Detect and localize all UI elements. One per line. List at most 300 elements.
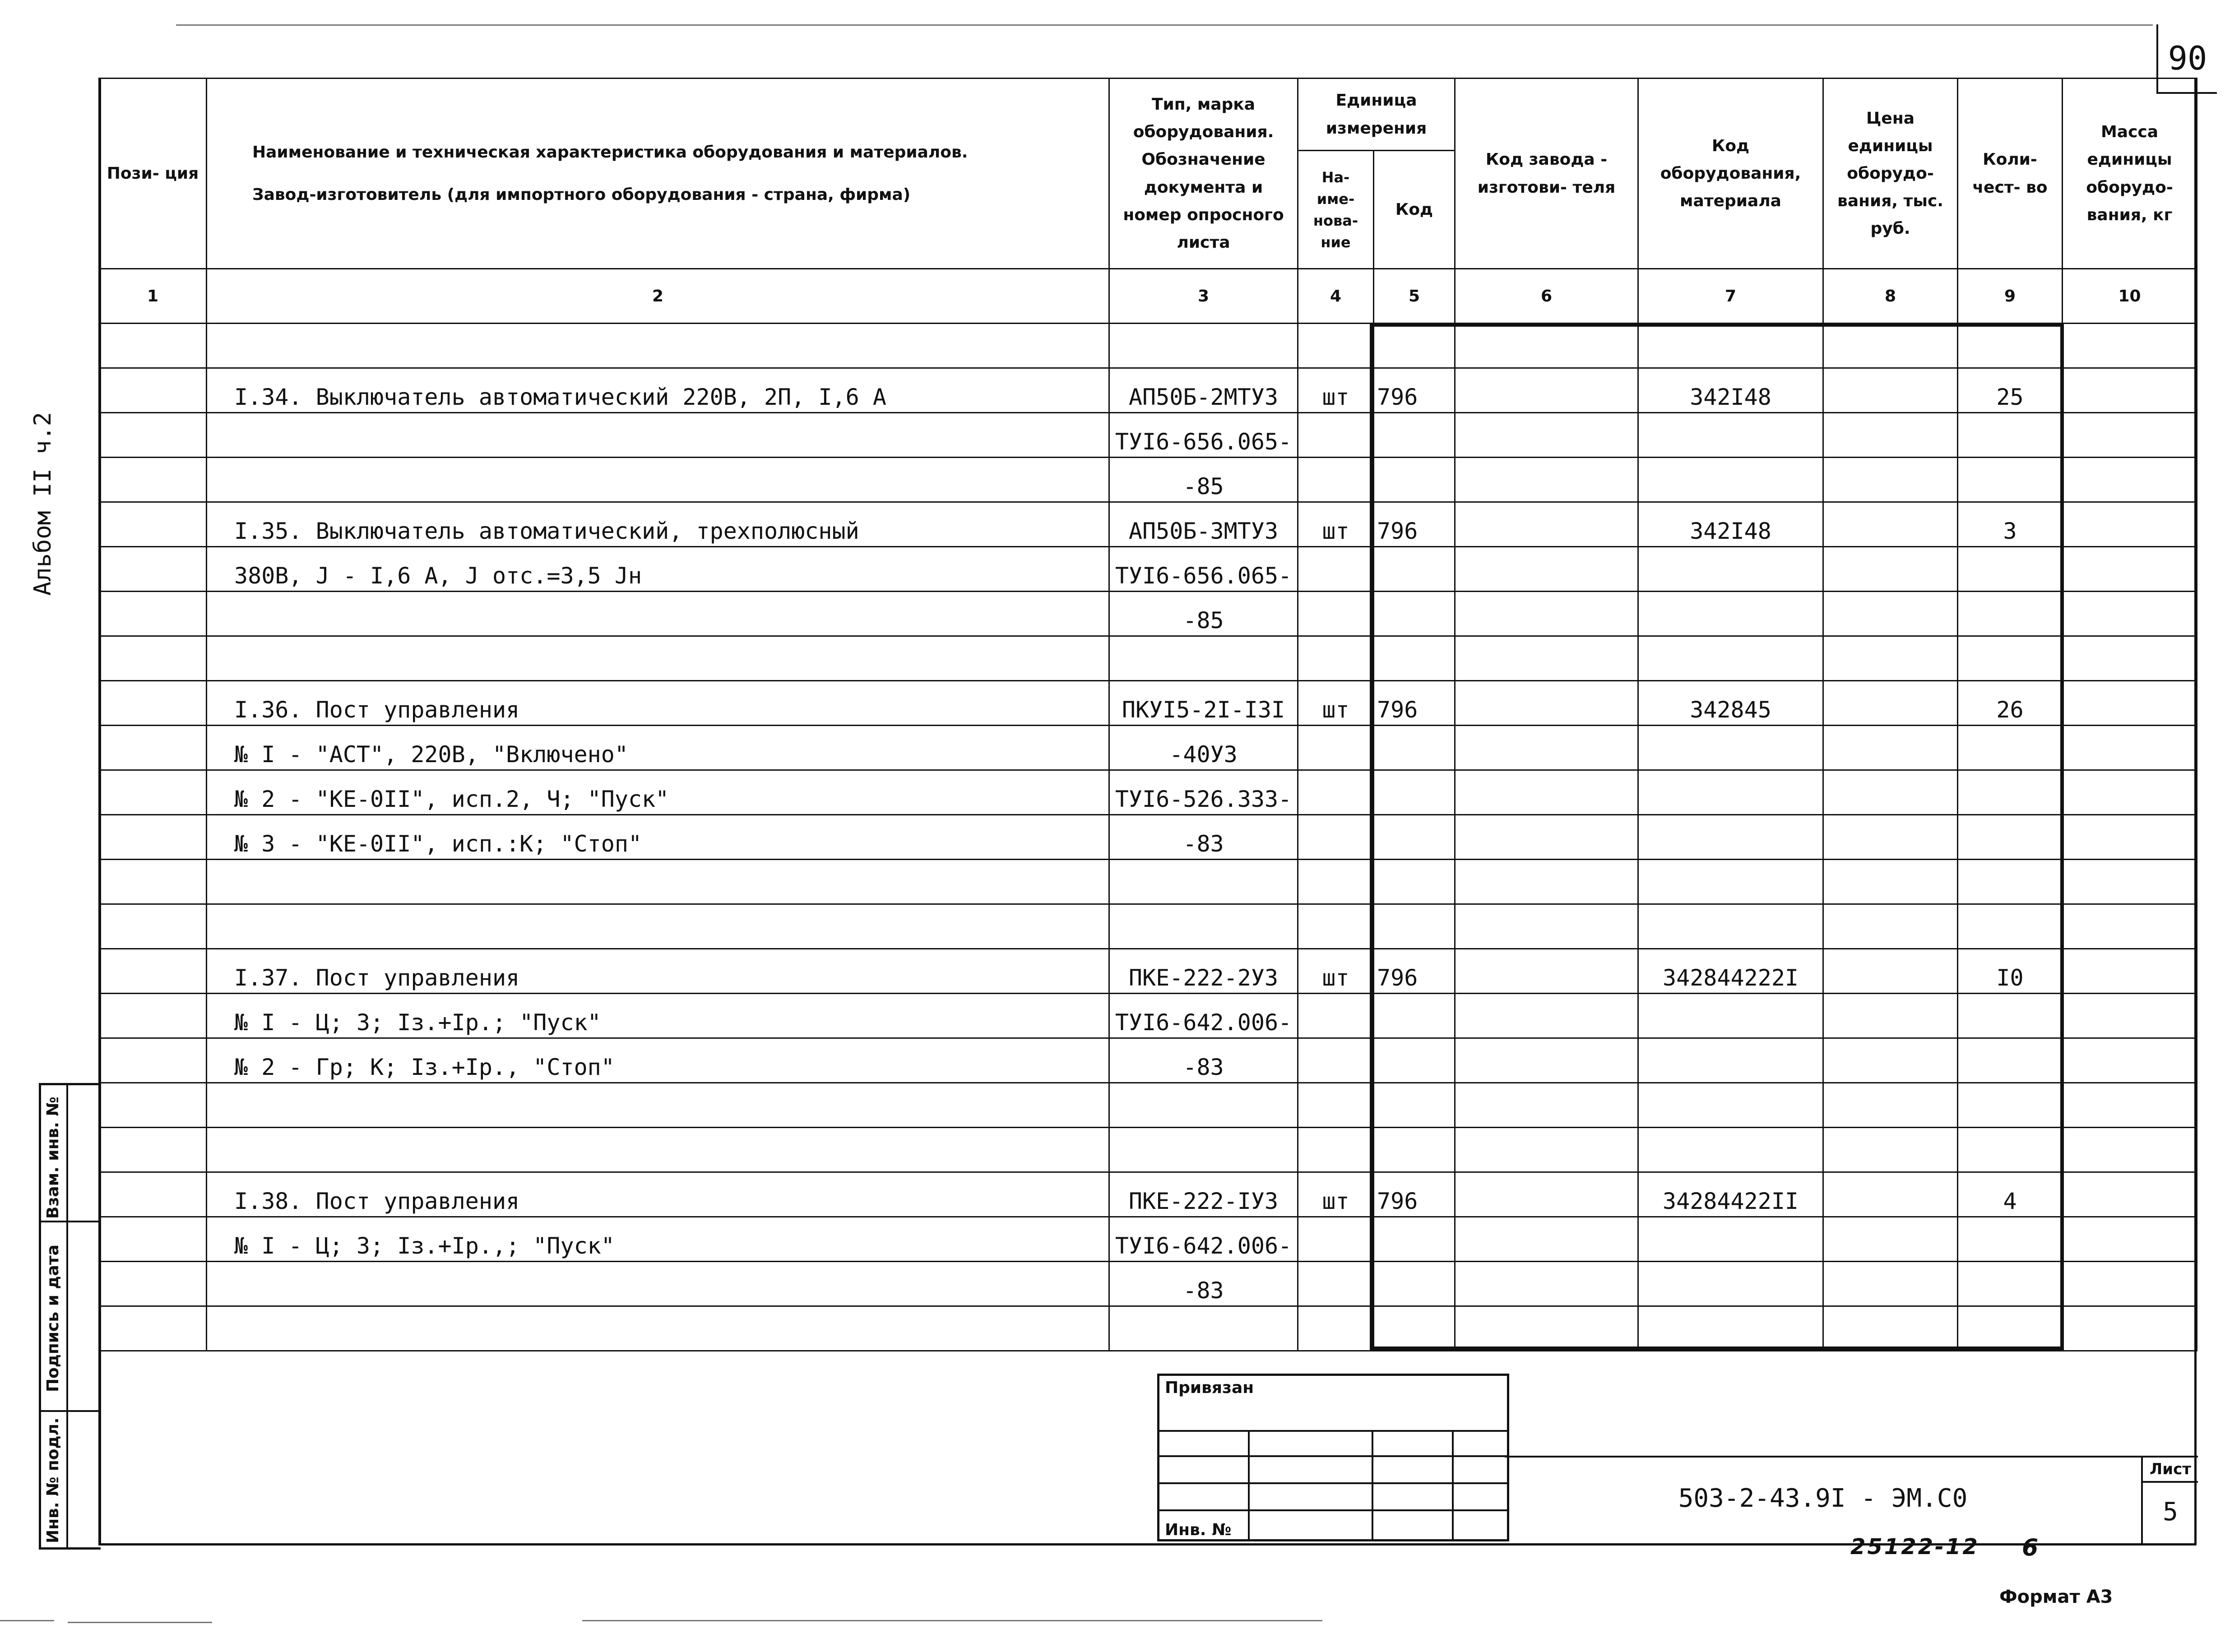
quantity-cell: 26	[1958, 681, 2063, 726]
unit-code-cell: 796	[1374, 681, 1455, 726]
table-row	[99, 904, 2197, 949]
position-cell	[99, 1038, 207, 1083]
type-cell: -85	[1109, 592, 1298, 636]
plant-code-cell	[1455, 770, 1638, 815]
price-cell	[1823, 994, 1958, 1038]
unit-cell	[1298, 592, 1374, 636]
unit-code-cell: 796	[1374, 368, 1455, 413]
position-cell	[99, 1083, 207, 1128]
name-cell	[207, 324, 1109, 368]
mass-cell	[2063, 949, 2197, 994]
album-label: Альбом II ч.2	[29, 412, 56, 596]
type-cell: ТУI6-656.065-	[1109, 413, 1298, 458]
mass-cell	[2063, 592, 2197, 636]
unit-code-cell	[1374, 1262, 1455, 1306]
name-cell: № I - "АСТ", 220В, "Включено"	[207, 726, 1109, 770]
type-cell: ТУI6-656.065-	[1109, 547, 1298, 592]
equipment-code-cell: 342844222I	[1638, 949, 1823, 994]
type-cell: -83	[1109, 1262, 1298, 1306]
plant-code-cell	[1455, 547, 1638, 592]
unit-cell	[1298, 413, 1374, 458]
unit-code-cell	[1374, 547, 1455, 592]
header-unit-code: Код	[1374, 151, 1455, 269]
unit-code-cell	[1374, 1217, 1455, 1262]
position-cell	[99, 1306, 207, 1351]
privyazan-line	[1159, 1430, 1507, 1432]
unit-code-cell: 796	[1374, 949, 1455, 994]
name-cell: I.35. Выключатель автоматический, трехполюсный	[207, 502, 1109, 547]
plant-code-cell	[1455, 815, 1638, 860]
plant-code-cell	[1455, 1172, 1638, 1217]
plant-code-cell	[1455, 1128, 1638, 1172]
table-row	[99, 815, 2197, 860]
type-cell	[1109, 1128, 1298, 1172]
unit-code-cell	[1374, 1128, 1455, 1172]
quantity-cell	[1958, 458, 2063, 502]
plant-code-cell	[1455, 994, 1638, 1038]
unit-code-cell	[1374, 860, 1455, 904]
unit-code-cell	[1374, 770, 1455, 815]
position-cell	[99, 860, 207, 904]
equipment-code-cell	[1638, 413, 1823, 458]
mass-cell	[2063, 726, 2197, 770]
mass-cell	[2063, 502, 2197, 547]
name-cell: 380В, J - I,6 А, J отс.=3,5 Jн	[207, 547, 1109, 592]
table-body	[99, 324, 2197, 1351]
mass-cell	[2063, 458, 2197, 502]
price-cell	[1823, 592, 1958, 636]
price-cell	[1823, 1306, 1958, 1351]
quantity-cell: 4	[1958, 1172, 2063, 1217]
table-row	[99, 1128, 2197, 1172]
privyazan-col-line	[1372, 1430, 1373, 1539]
unit-cell	[1298, 458, 1374, 502]
quantity-cell	[1958, 547, 2063, 592]
unit-cell	[1298, 904, 1374, 949]
unit-cell	[1298, 1217, 1374, 1262]
plant-code-cell	[1455, 636, 1638, 681]
type-cell: АП50Б-2МТУЗ	[1109, 368, 1298, 413]
document-designation: 503-2-43.9I - ЭМ.С0	[1505, 1456, 2141, 1539]
equipment-code-cell	[1638, 1217, 1823, 1262]
equipment-code-cell	[1638, 904, 1823, 949]
column-number: 7	[1638, 269, 1823, 324]
price-cell	[1823, 1262, 1958, 1306]
privyazan-block	[1157, 1374, 1509, 1541]
unit-cell: шт	[1298, 502, 1374, 547]
position-cell	[99, 904, 207, 949]
position-cell	[99, 726, 207, 770]
type-cell: -83	[1109, 1038, 1298, 1083]
name-cell	[207, 1306, 1109, 1351]
quantity-cell	[1958, 770, 2063, 815]
plant-code-cell	[1455, 368, 1638, 413]
name-cell	[207, 860, 1109, 904]
position-cell	[99, 681, 207, 726]
unit-code-cell	[1374, 994, 1455, 1038]
position-cell	[99, 502, 207, 547]
scan-artifact	[176, 24, 2153, 26]
header-name-line1: Наименование и техническая характеристика оборудования и материалов.	[252, 143, 968, 162]
price-cell	[1823, 636, 1958, 681]
table-row	[99, 1038, 2197, 1083]
name-cell	[207, 1083, 1109, 1128]
equipment-code-cell	[1638, 636, 1823, 681]
equipment-code-cell	[1638, 458, 1823, 502]
scan-artifact	[582, 1620, 1322, 1621]
price-cell	[1823, 770, 1958, 815]
price-cell	[1823, 904, 1958, 949]
type-cell: ПКЕ-222-IУЗ	[1109, 1172, 1298, 1217]
header-position: Пози- ция	[99, 79, 207, 269]
table-row	[99, 860, 2197, 904]
mass-cell	[2063, 547, 2197, 592]
price-cell	[1823, 726, 1958, 770]
unit-cell	[1298, 636, 1374, 681]
header-mass: Масса единицы оборудо- вания, кг	[2063, 79, 2197, 269]
sheet-label: Лист	[2143, 1458, 2198, 1483]
archive-number: 25122-12	[1850, 1534, 1979, 1559]
equipment-code-cell	[1638, 1306, 1823, 1351]
name-cell	[207, 904, 1109, 949]
quantity-cell	[1958, 413, 2063, 458]
quantity-cell	[1958, 1083, 2063, 1128]
price-cell	[1823, 1038, 1958, 1083]
quantity-cell	[1958, 1128, 2063, 1172]
unit-cell: шт	[1298, 949, 1374, 994]
table-row	[99, 636, 2197, 681]
unit-cell	[1298, 860, 1374, 904]
table-row	[99, 324, 2197, 368]
name-cell: № 3 - "КЕ-0II", исп.:К; "Стоп"	[207, 815, 1109, 860]
name-cell: № 2 - Гр; К; Iз.+Iр., "Стоп"	[207, 1038, 1109, 1083]
type-cell	[1109, 324, 1298, 368]
position-cell	[99, 949, 207, 994]
mass-cell	[2063, 1083, 2197, 1128]
unit-cell	[1298, 1306, 1374, 1351]
type-cell	[1109, 636, 1298, 681]
column-number: 8	[1823, 269, 1958, 324]
quantity-cell	[1958, 636, 2063, 681]
quantity-cell	[1958, 1262, 2063, 1306]
quantity-cell	[1958, 726, 2063, 770]
name-cell	[207, 458, 1109, 502]
equipment-code-cell	[1638, 1128, 1823, 1172]
header-unit-name: На- име- нова- ние	[1298, 151, 1374, 269]
quantity-cell	[1958, 994, 2063, 1038]
unit-code-cell	[1374, 726, 1455, 770]
quantity-cell	[1958, 860, 2063, 904]
column-number: 3	[1109, 269, 1298, 324]
equipment-code-cell: 34284422II	[1638, 1172, 1823, 1217]
privyazan-col-line	[1452, 1430, 1454, 1539]
unit-cell	[1298, 1083, 1374, 1128]
table-row	[99, 1262, 2197, 1306]
header-price: Цена единицы оборудо- вания, тыс. руб.	[1823, 79, 1958, 269]
equipment-code-cell	[1638, 1262, 1823, 1306]
position-cell	[99, 815, 207, 860]
header-type: Тип, марка оборудования. Обозначение документа и номер опросного листа	[1109, 79, 1298, 269]
column-number: 5	[1374, 269, 1455, 324]
type-cell	[1109, 860, 1298, 904]
scan-artifact	[0, 1620, 54, 1621]
mass-cell	[2063, 681, 2197, 726]
equipment-code-cell	[1638, 994, 1823, 1038]
type-cell: ПКЕ-222-2УЗ	[1109, 949, 1298, 994]
price-cell	[1823, 1128, 1958, 1172]
unit-code-cell	[1374, 1306, 1455, 1351]
unit-code-cell	[1374, 904, 1455, 949]
unit-cell	[1298, 770, 1374, 815]
quantity-cell	[1958, 904, 2063, 949]
name-cell: I.38. Пост управления	[207, 1172, 1109, 1217]
position-cell	[99, 1217, 207, 1262]
position-cell	[99, 547, 207, 592]
type-cell: -85	[1109, 458, 1298, 502]
unit-code-cell	[1374, 592, 1455, 636]
equipment-code-cell	[1638, 726, 1823, 770]
inv-podl-label: Инв. № подл.	[44, 1417, 62, 1543]
price-cell	[1823, 502, 1958, 547]
unit-cell: шт	[1298, 1172, 1374, 1217]
equipment-code-cell	[1638, 860, 1823, 904]
type-cell: ПКУI5-2I-I3I	[1109, 681, 1298, 726]
name-cell: I.36. Пост управления	[207, 681, 1109, 726]
type-cell	[1109, 904, 1298, 949]
unit-cell: шт	[1298, 368, 1374, 413]
unit-cell	[1298, 815, 1374, 860]
unit-code-cell	[1374, 815, 1455, 860]
name-cell	[207, 413, 1109, 458]
plant-code-cell	[1455, 904, 1638, 949]
scan-artifact	[68, 1622, 212, 1623]
unit-cell	[1298, 1262, 1374, 1306]
unit-cell	[1298, 1038, 1374, 1083]
sheet-box	[2141, 1456, 2198, 1545]
plant-code-cell	[1455, 949, 1638, 994]
mass-cell	[2063, 1262, 2197, 1306]
table-row	[99, 949, 2197, 994]
name-cell: № 2 - "КЕ-0II", исп.2, Ч; "Пуск"	[207, 770, 1109, 815]
header-qty: Коли- чест- во	[1958, 79, 2063, 269]
price-cell	[1823, 815, 1958, 860]
mass-cell	[2063, 770, 2197, 815]
sheet-number: 90	[2156, 24, 2217, 94]
price-cell	[1823, 368, 1958, 413]
plant-code-cell	[1455, 1217, 1638, 1262]
column-number: 1	[99, 269, 207, 324]
quantity-cell	[1958, 1306, 2063, 1351]
column-number: 10	[2063, 269, 2197, 324]
podpis-data-label: Подпись и дата	[44, 1245, 62, 1392]
column-number: 6	[1455, 269, 1638, 324]
type-cell: ТУI6-526.333-	[1109, 770, 1298, 815]
name-cell: № I - Ц; З; Iз.+Iр.,; "Пуск"	[207, 1217, 1109, 1262]
name-cell: I.37. Пост управления	[207, 949, 1109, 994]
unit-code-cell	[1374, 636, 1455, 681]
column-number: 4	[1298, 269, 1374, 324]
unit-code-cell	[1374, 324, 1455, 368]
price-cell	[1823, 324, 1958, 368]
type-cell	[1109, 1083, 1298, 1128]
name-cell	[207, 636, 1109, 681]
plant-code-cell	[1455, 1083, 1638, 1128]
type-cell: -83	[1109, 815, 1298, 860]
equipment-code-cell	[1638, 592, 1823, 636]
mass-cell	[2063, 994, 2197, 1038]
table-row	[99, 994, 2197, 1038]
quantity-cell	[1958, 815, 2063, 860]
privyazan-title: Привязан	[1165, 1379, 1254, 1397]
position-cell	[99, 770, 207, 815]
type-cell: ТУI6-642.006-	[1109, 1217, 1298, 1262]
position-cell	[99, 1262, 207, 1306]
equipment-code-cell: 342845	[1638, 681, 1823, 726]
position-cell	[99, 1172, 207, 1217]
unit-code-cell: 796	[1374, 1172, 1455, 1217]
name-cell: № I - Ц; З; Iз.+Iр.; "Пуск"	[207, 994, 1109, 1038]
quantity-cell: 25	[1958, 368, 2063, 413]
unit-cell	[1298, 547, 1374, 592]
unit-code-cell	[1374, 1038, 1455, 1083]
price-cell	[1823, 1083, 1958, 1128]
position-cell	[99, 592, 207, 636]
mass-cell	[2063, 815, 2197, 860]
plant-code-cell	[1455, 681, 1638, 726]
position-cell	[99, 368, 207, 413]
table-row	[99, 681, 2197, 726]
name-cell	[207, 592, 1109, 636]
header-plant-code: Код завода - изготови- теля	[1455, 79, 1638, 269]
plant-code-cell	[1455, 413, 1638, 458]
equipment-code-cell	[1638, 815, 1823, 860]
equipment-code-cell	[1638, 1038, 1823, 1083]
unit-cell: шт	[1298, 681, 1374, 726]
plant-code-cell	[1455, 458, 1638, 502]
plant-code-cell	[1455, 1306, 1638, 1351]
mass-cell	[2063, 324, 2197, 368]
specification-table	[98, 78, 2197, 1351]
price-cell	[1823, 681, 1958, 726]
name-cell	[207, 1262, 1109, 1306]
table-row	[99, 368, 2197, 413]
position-cell	[99, 994, 207, 1038]
position-cell	[99, 413, 207, 458]
unit-code-cell	[1374, 1083, 1455, 1128]
table-row	[99, 502, 2197, 547]
mass-cell	[2063, 636, 2197, 681]
position-cell	[99, 1128, 207, 1172]
price-cell	[1823, 1217, 1958, 1262]
table-row	[99, 458, 2197, 502]
unit-cell	[1298, 1128, 1374, 1172]
mass-cell	[2063, 860, 2197, 904]
type-cell	[1109, 1306, 1298, 1351]
mass-cell	[2063, 1128, 2197, 1172]
header-unit-group: Единица измерения	[1298, 79, 1455, 151]
table-row	[99, 592, 2197, 636]
plant-code-cell	[1455, 502, 1638, 547]
quantity-cell	[1958, 1038, 2063, 1083]
mass-cell	[2063, 413, 2197, 458]
type-cell: ТУI6-642.006-	[1109, 994, 1298, 1038]
table-row	[99, 1217, 2197, 1262]
table-row	[99, 1083, 2197, 1128]
inv-number-label: Инв. №	[1165, 1521, 1232, 1539]
table-row	[99, 1172, 2197, 1217]
equipment-code-cell	[1638, 547, 1823, 592]
price-cell	[1823, 860, 1958, 904]
quantity-cell	[1958, 324, 2063, 368]
unit-cell	[1298, 726, 1374, 770]
unit-code-cell: 796	[1374, 502, 1455, 547]
plant-code-cell	[1455, 1038, 1638, 1083]
quantity-cell	[1958, 592, 2063, 636]
sheet-value: 5	[2163, 1497, 2178, 1527]
vzam-inv-label: Взам. инв. №	[44, 1097, 62, 1219]
table-row	[99, 413, 2197, 458]
price-cell	[1823, 413, 1958, 458]
table-row	[99, 547, 2197, 592]
header-name	[207, 79, 1109, 269]
privyazan-line	[1159, 1509, 1507, 1511]
equipment-code-cell	[1638, 770, 1823, 815]
quantity-cell: I0	[1958, 949, 2063, 994]
mass-cell	[2063, 1217, 2197, 1262]
price-cell	[1823, 949, 1958, 994]
table-row	[99, 726, 2197, 770]
mass-cell	[2063, 1038, 2197, 1083]
position-cell	[99, 324, 207, 368]
format-label: Формат А3	[1999, 1587, 2113, 1607]
archive-suffix: 6	[2022, 1534, 2039, 1561]
header-name-line2: Завод-изготовитель (для импортного оборудования - страна, фирма)	[252, 185, 911, 204]
type-cell: АП50Б-3МТУЗ	[1109, 502, 1298, 547]
name-cell: I.34. Выключатель автоматический 220В, 2П, I,6 А	[207, 368, 1109, 413]
plant-code-cell	[1455, 1262, 1638, 1306]
type-cell: -40УЗ	[1109, 726, 1298, 770]
plant-code-cell	[1455, 860, 1638, 904]
price-cell	[1823, 547, 1958, 592]
equipment-code-cell	[1638, 1083, 1823, 1128]
privyazan-line	[1159, 1482, 1507, 1484]
plant-code-cell	[1455, 592, 1638, 636]
plant-code-cell	[1455, 726, 1638, 770]
mass-cell	[2063, 368, 2197, 413]
privyazan-col-line	[1248, 1430, 1250, 1539]
price-cell	[1823, 458, 1958, 502]
quantity-cell: 3	[1958, 502, 2063, 547]
unit-cell	[1298, 994, 1374, 1038]
privyazan-line	[1159, 1455, 1507, 1457]
equipment-code-cell	[1638, 324, 1823, 368]
name-cell	[207, 1128, 1109, 1172]
mass-cell	[2063, 904, 2197, 949]
unit-cell	[1298, 324, 1374, 368]
approval-stamp-column	[39, 1083, 101, 1550]
table-row	[99, 1306, 2197, 1351]
unit-code-cell	[1374, 458, 1455, 502]
header-equip-code: Код оборудования, материала	[1638, 79, 1823, 269]
position-cell	[99, 636, 207, 681]
quantity-cell	[1958, 1217, 2063, 1262]
plant-code-cell	[1455, 324, 1638, 368]
position-cell	[99, 458, 207, 502]
column-number-row	[99, 269, 2197, 324]
price-cell	[1823, 1172, 1958, 1217]
column-number: 2	[207, 269, 1109, 324]
equipment-code-cell: 342I48	[1638, 502, 1823, 547]
